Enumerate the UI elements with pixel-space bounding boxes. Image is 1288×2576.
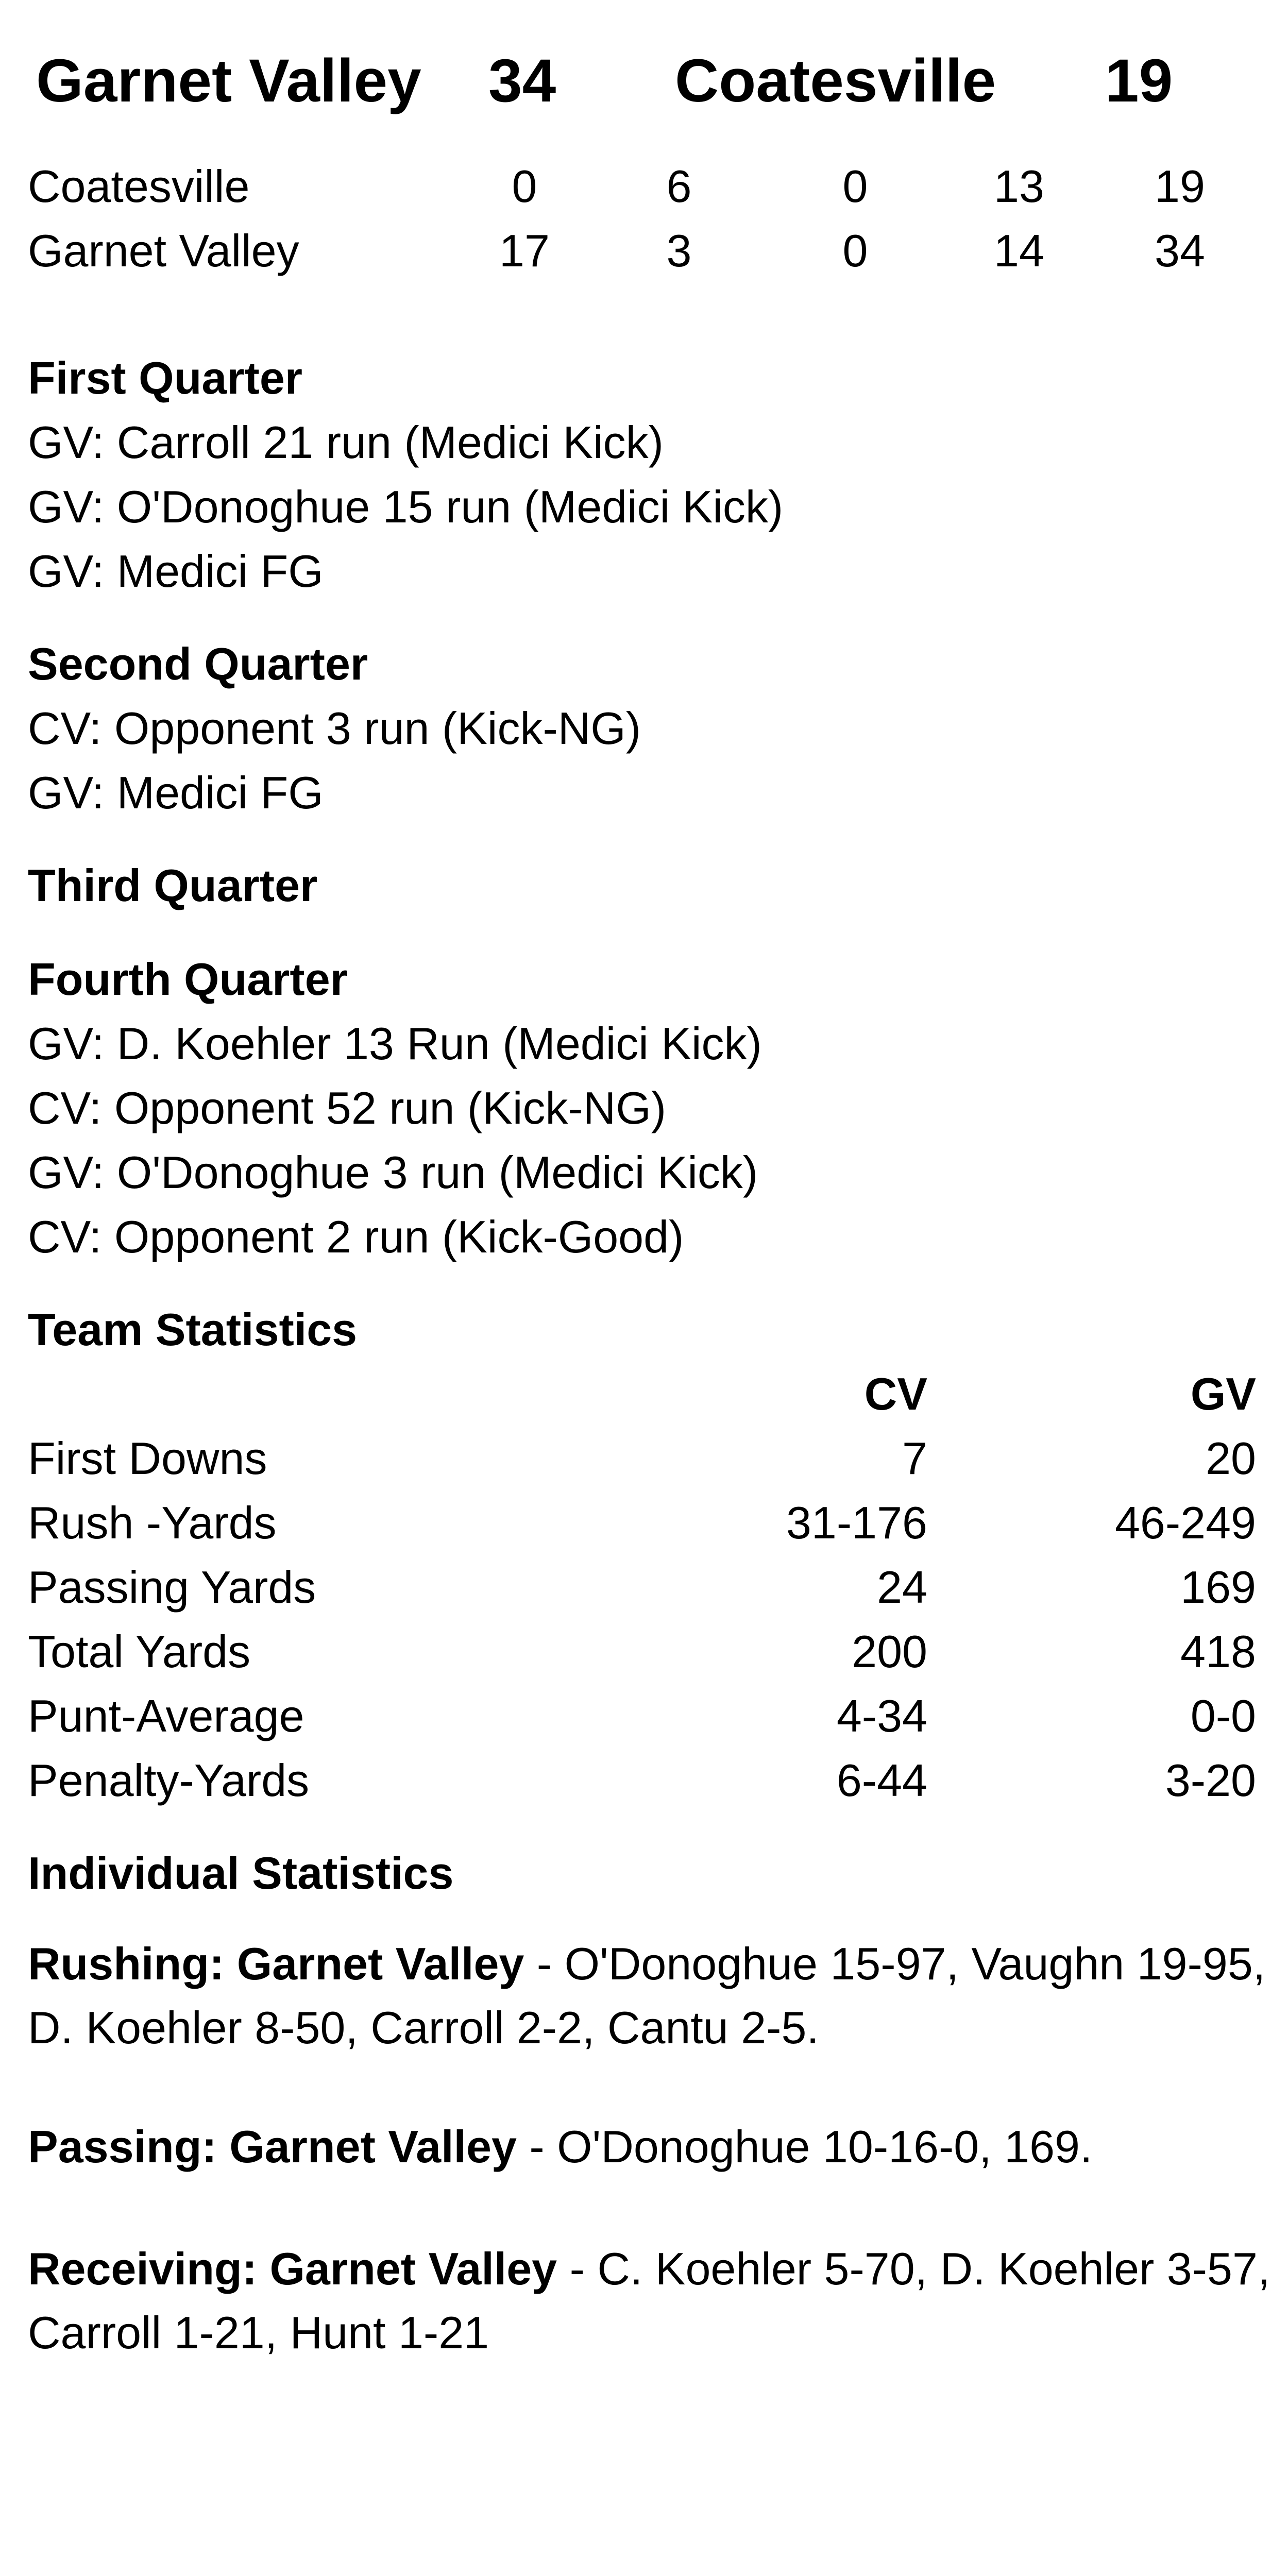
scoring-play: GV: O'Donoghue 3 run (Medici Kick) xyxy=(28,1147,758,1198)
team-stat-cv: 7 xyxy=(902,1433,927,1484)
linescore-q1: 0 xyxy=(512,161,537,212)
second-quarter-heading: Second Quarter xyxy=(28,638,368,689)
scoring-play: GV: Medici FG xyxy=(28,546,324,597)
rushing-label: Rushing: Garnet Valley xyxy=(28,1938,524,1989)
receiving-label: Receiving: Garnet Valley xyxy=(28,2243,557,2294)
team-stat-cv: 4-34 xyxy=(836,1690,927,1741)
scoring-play: GV: O'Donoghue 15 run (Medici Kick) xyxy=(28,481,784,532)
home-team-name: Garnet Valley xyxy=(36,47,421,115)
linescore-q4: 14 xyxy=(994,225,1044,276)
rushing-paragraph xyxy=(28,1932,1275,2060)
team-stat-cv: 24 xyxy=(877,1562,927,1613)
away-team-name: Coatesville xyxy=(675,47,996,115)
team-stat-cv: 31-176 xyxy=(786,1497,927,1548)
receiving-paragraph xyxy=(28,2237,1275,2365)
team-stat-gv: 169 xyxy=(1180,1562,1256,1613)
team-stats-col-cv: CV xyxy=(864,1368,927,1419)
linescore-q3: 0 xyxy=(842,161,868,212)
team-statistics-heading: Team Statistics xyxy=(28,1304,358,1355)
team-stat-cv: 200 xyxy=(852,1626,927,1677)
third-quarter-heading: Third Quarter xyxy=(28,860,318,911)
scoring-play: GV: Medici FG xyxy=(28,767,324,818)
team-stat-label: Penalty-Yards xyxy=(28,1755,310,1806)
rushing-text: - O'Donoghue 15-97, Vaughn 19-95, D. Koehler 8-50, Carroll 2-2, Cantu 2-5. xyxy=(28,1938,1266,2053)
passing-label: Passing: Garnet Valley xyxy=(28,2121,517,2172)
team-stat-label: Rush -Yards xyxy=(28,1497,277,1548)
linescore-team: Garnet Valley xyxy=(28,225,299,276)
team-stat-gv: 46-249 xyxy=(1114,1497,1256,1548)
team-stat-label: Total Yards xyxy=(28,1626,251,1677)
scoring-play: GV: D. Koehler 13 Run (Medici Kick) xyxy=(28,1018,762,1069)
scoring-play: CV: Opponent 52 run (Kick-NG) xyxy=(28,1082,667,1133)
linescore-q4: 13 xyxy=(994,161,1044,212)
away-team-score: 19 xyxy=(1105,47,1173,115)
team-stat-label: Passing Yards xyxy=(28,1562,316,1613)
scoring-play: CV: Opponent 2 run (Kick-Good) xyxy=(28,1211,684,1262)
team-stat-label: Punt-Average xyxy=(28,1690,304,1741)
linescore-team: Coatesville xyxy=(28,161,250,212)
linescore-q2: 3 xyxy=(666,225,692,276)
first-quarter-heading: First Quarter xyxy=(28,352,303,403)
linescore-total: 34 xyxy=(1155,225,1205,276)
team-stat-gv: 3-20 xyxy=(1165,1755,1256,1806)
linescore-q1: 17 xyxy=(499,225,550,276)
team-stat-label: First Downs xyxy=(28,1433,267,1484)
team-stat-gv: 418 xyxy=(1180,1626,1256,1677)
passing-paragraph xyxy=(28,2115,1275,2179)
home-team-score: 34 xyxy=(488,47,556,115)
team-stat-cv: 6-44 xyxy=(836,1755,927,1806)
receiving-text: - C. Koehler 5-70, D. Koehler 3-57, Carroll 1-21, Hunt 1-21 xyxy=(28,2243,1270,2358)
fourth-quarter-heading: Fourth Quarter xyxy=(28,954,348,1005)
individual-statistics-heading: Individual Statistics xyxy=(28,1848,454,1899)
team-stat-gv: 20 xyxy=(1206,1433,1256,1484)
team-stat-gv: 0-0 xyxy=(1190,1690,1256,1741)
passing-text: - O'Donoghue 10-16-0, 169. xyxy=(516,2121,1093,2172)
scoring-play: CV: Opponent 3 run (Kick-NG) xyxy=(28,703,641,754)
scoring-play: GV: Carroll 21 run (Medici Kick) xyxy=(28,417,664,468)
linescore-total: 19 xyxy=(1155,161,1205,212)
linescore-q2: 6 xyxy=(666,161,692,212)
team-stats-col-gv: GV xyxy=(1190,1368,1256,1419)
linescore-q3: 0 xyxy=(842,225,868,276)
